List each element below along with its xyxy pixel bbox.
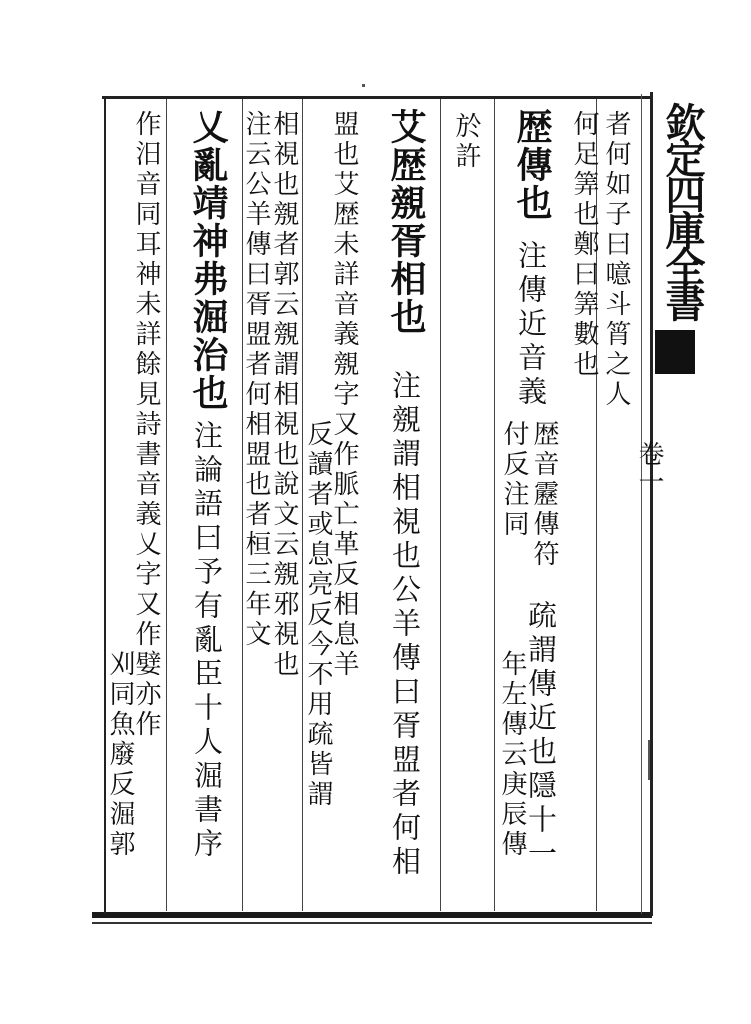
- text-column: 注覫謂相視也公羊傳曰胥盟者何相: [388, 370, 422, 880]
- text-column: 作汨音同耳神未詳餘見詩書音義乂字又作嬖亦作: [131, 110, 161, 740]
- text-column: 相視也覫者郭云覫謂相視也說文云覫邪視也: [269, 110, 299, 680]
- text-column: 付反注同: [499, 420, 529, 540]
- text-column: 疏謂傳近也隱十一: [524, 600, 558, 872]
- text-column: 於許: [451, 112, 481, 172]
- text-column: 歴音靂傳符: [529, 420, 559, 570]
- ink-dot: [362, 84, 365, 87]
- headword-column: 艾歴覫胥相也: [385, 108, 427, 336]
- text-column: 刈同魚廢反淈郭: [105, 650, 135, 860]
- text-column: 盟也艾歴未詳音義覫字又作脈亡革反相息羊: [329, 110, 359, 680]
- column-separator: [494, 99, 495, 911]
- fishtail-mark: [655, 330, 695, 374]
- column-separator: [166, 99, 167, 911]
- frame-right-border-inner: [641, 94, 642, 914]
- headword-column: 乂亂靖神弗淈治也: [187, 108, 229, 412]
- column-separator: [440, 99, 441, 911]
- text-column: 注云公羊傳曰胥盟者何相盟也者桓三年文: [241, 110, 271, 650]
- juan-label: 卷一: [634, 440, 664, 496]
- frame-bottom-border-inner: [92, 922, 652, 924]
- text-column: 注論語曰予有亂臣十人淈書序: [190, 420, 224, 862]
- text-column: 注傳近音義: [514, 240, 548, 410]
- text-column: 年左傳云庚辰傳: [497, 650, 527, 860]
- frame-bottom-border: [92, 912, 652, 918]
- text-column: 何足筭也鄭曰筭數也: [569, 110, 599, 380]
- book-title: 欽定四庫全書: [659, 102, 706, 318]
- text-column: 者何如子曰噫斗筲之人: [601, 110, 631, 410]
- edge-mark: [648, 740, 660, 780]
- text-column: 反讀者或息亮反今不用疏皆謂: [303, 420, 333, 810]
- headword-column: 歴傳也: [511, 108, 553, 222]
- frame-top-border: [102, 96, 652, 99]
- frame-right-border: [650, 92, 653, 916]
